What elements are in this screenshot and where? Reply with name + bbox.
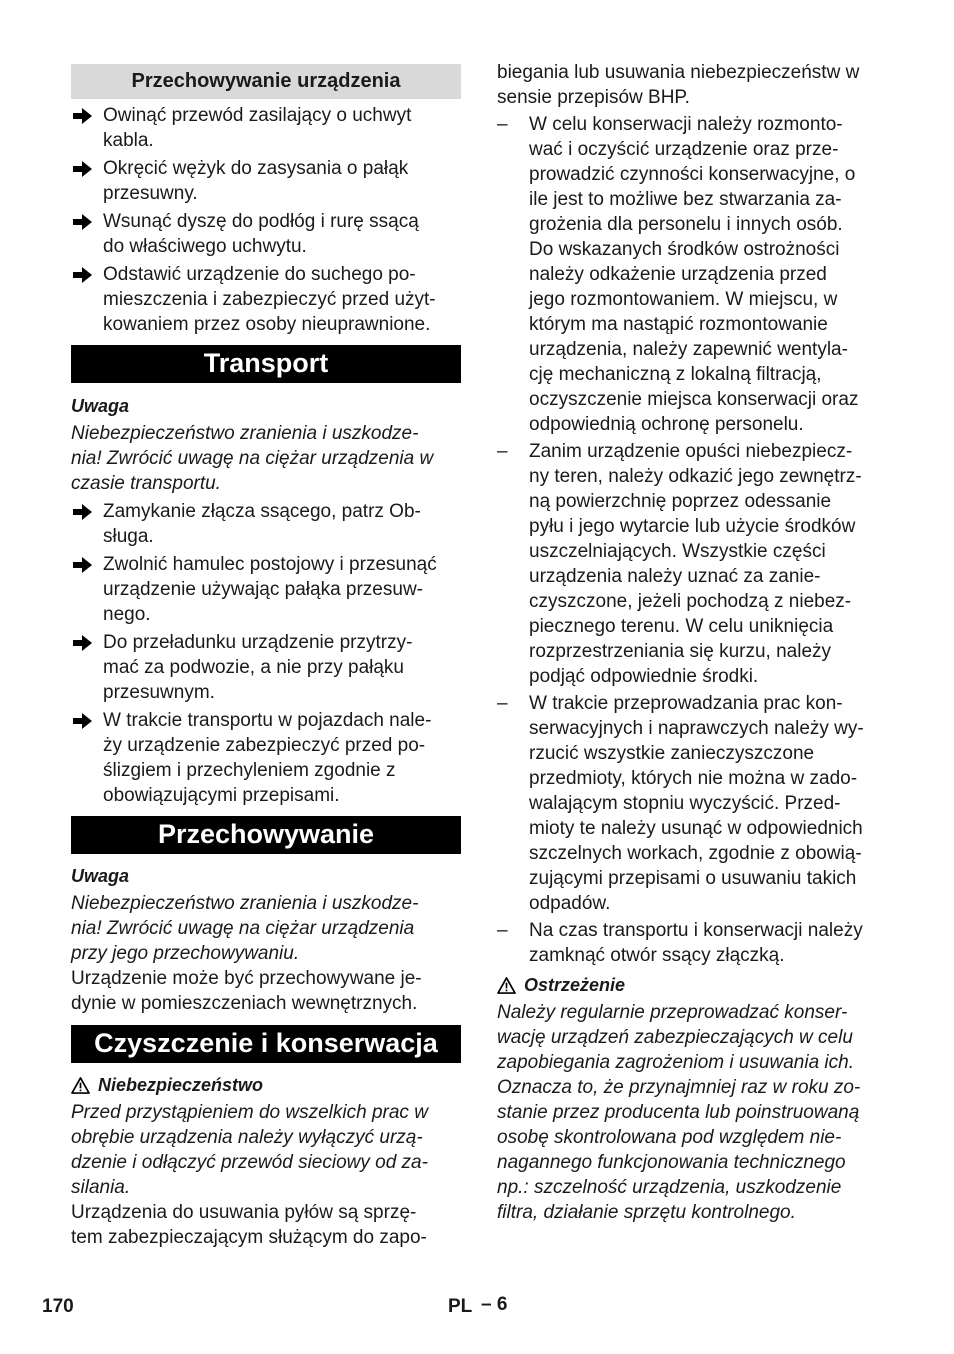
section-page-number: – 6: [481, 1294, 508, 1315]
storage-note: Niebezpieczeństwo zranienia i uszkodze- nia! Zwrócić uwagę na ciężar urządzenia przy jego przechowywaniu.: [71, 893, 419, 964]
heading-storage-device: Przechowywanie urządzenia: [71, 64, 461, 99]
note-label: Uwaga: [71, 396, 130, 416]
dash-bullet: –: [497, 114, 508, 135]
arrow-right-icon: [73, 712, 93, 730]
list-item: Zwolnić hamulec postojowy i przesunąć urządzenie używając pałąka przesuw- nego.: [71, 552, 461, 627]
arrow-right-icon: [73, 503, 93, 521]
arrow-right-icon: [73, 634, 93, 652]
warning-label-row: [497, 972, 887, 998]
dash-bullet: –: [497, 693, 508, 714]
list-item: Owinąć przewód zasilający o uchwyt kabla.: [71, 103, 461, 153]
list-item: Do przeładunku urządzenie przytrzy- mać za podwozie, a nie przy pałąku przesuwnym.: [71, 630, 461, 705]
page-number: 170: [42, 1296, 74, 1317]
transport-list: [71, 499, 461, 808]
danger-label-row: [71, 1072, 461, 1098]
arrow-right-icon: [73, 213, 93, 231]
warning-text: Należy regularnie przeprowadzać konser- wację urządzeń zabezpieczających w celu zapobiegania zagrożeniom i usuwania ich. Oznacza to, że przynajmniej raz w roku zo- stanie przez producenta lub poinstruowaną osobę skontrolowana pod względem nie- nagannego funkcjonowania technicznego np.: szczelność urządzenia, uszkodzenie filtra, działanie sprzętu kontrolnego.: [497, 1002, 861, 1223]
list-item: Okręcić wężyk do zasysania o pałąk przesuwny.: [71, 156, 461, 206]
transport-note: Niebezpieczeństwo zranienia i uszkodze- nia! Zwrócić uwagę na ciężar urządzenia w czasie transportu.: [71, 423, 434, 494]
danger-text: Przed przystąpieniem do wszelkich prac w obrębie urządzenia należy wyłączyć urzą- dzenie i odłączyć przewód sieciowy od za- silania.: [71, 1102, 428, 1198]
arrow-right-icon: [73, 266, 93, 284]
heading-cleaning: Czyszczenie i konserwacja: [71, 1025, 461, 1063]
arrow-right-icon: [73, 107, 93, 125]
arrow-right-icon: [73, 556, 93, 574]
list-item: Zamykanie złącza ssącego, patrz Ob- sługa.: [71, 499, 461, 549]
list-item: Wsunąć dyszę do podłóg i rurę ssącą do właściwego uchwytu.: [71, 209, 461, 259]
danger-label: Niebezpieczeństwo: [98, 1075, 264, 1095]
arrow-right-icon: [73, 160, 93, 178]
cleaning-text: Urządzenia do usuwania pyłów są sprzę- tem zabezpieczającym służącym do zapo-: [71, 1202, 427, 1248]
warning-label: Ostrzeżenie: [524, 975, 626, 995]
dash-bullet: –: [497, 920, 508, 941]
heading-transport: Transport: [71, 345, 461, 383]
left-column: [71, 60, 461, 1250]
list-item: W trakcie transportu w pojazdach nale- ży urządzenie zabezpieczyć przed po- ślizgiem i przechyleniem zgodnie z obowiązującymi przepisami.: [71, 708, 461, 808]
list-item: – Zanim urządzenie opuści niebezpiecz- ny teren, należy odkazić jego zewnętrz- ną powierzchnię poprzez odessanie pyłu i jego wytarcie lub użycie środków uszczelniających. Wszystkie części urządzenia należy uznać za zanie- czyszczone, jeżeli pochodzą z niebez- piecznego terenu. W celu uniknięcia rozprzestrzeniania się kurzu, należy podjąć odpowiednie środki.: [497, 441, 862, 687]
warning-triangle-icon: [497, 977, 516, 994]
intro-text: biegania lub usuwania niebezpieczeństw w sensie przepisów BHP.: [497, 62, 860, 108]
storage-text: Urządzenie może być przechowywane je- dynie w pomieszczeniach wewnętrznych.: [71, 968, 422, 1014]
note-label: Uwaga: [71, 866, 130, 886]
right-column: [497, 60, 887, 1225]
heading-storage: Przechowywanie: [71, 816, 461, 854]
list-item: Odstawić urządzenie do suchego po- mieszczenia i zabezpieczyć przed użyt- kowaniem przez osoby nieuprawnione.: [71, 262, 461, 337]
list-item: – Na czas transportu i konserwacji należy zamknąć otwór ssący złączką.: [497, 920, 863, 966]
list-item: – W trakcie przeprowadzania prac kon- serwacyjnych i naprawczych należy wy- rzucić wszystkie zanieczyszczone przedmioty, których nie można w zado- walającym stopniu wyczyścić. Przed- mioty te należy usunąć w odpowiednich szczelnych workach, zgodnie z obowią- zującymi przepisami o usuwaniu takich odpadów.: [497, 693, 864, 914]
storage-device-list: [71, 103, 461, 337]
language-code: PL: [448, 1296, 473, 1317]
warning-triangle-icon: [71, 1077, 90, 1094]
list-item: – W celu konserwacji należy rozmonto- wać i oczyścić urządzenie oraz prze- prowadzić czynności konserwacyjne, o ile jest to możliwe bez stwarzania za- grożenia dla personelu i innych osób. Do wskazanych środków ostrożności należy odkażenie urządzenia przed jego rozmontowaniem. W miejscu, w którym ma nastąpić rozmontowanie urządzenia, należy zapewnić wentyla- cję mechaniczną z lokalną filtracją, oczyszczenie miejsca konserwacji oraz odpowiednią ochronę personelu.: [497, 114, 859, 435]
dash-bullet: –: [497, 441, 508, 462]
